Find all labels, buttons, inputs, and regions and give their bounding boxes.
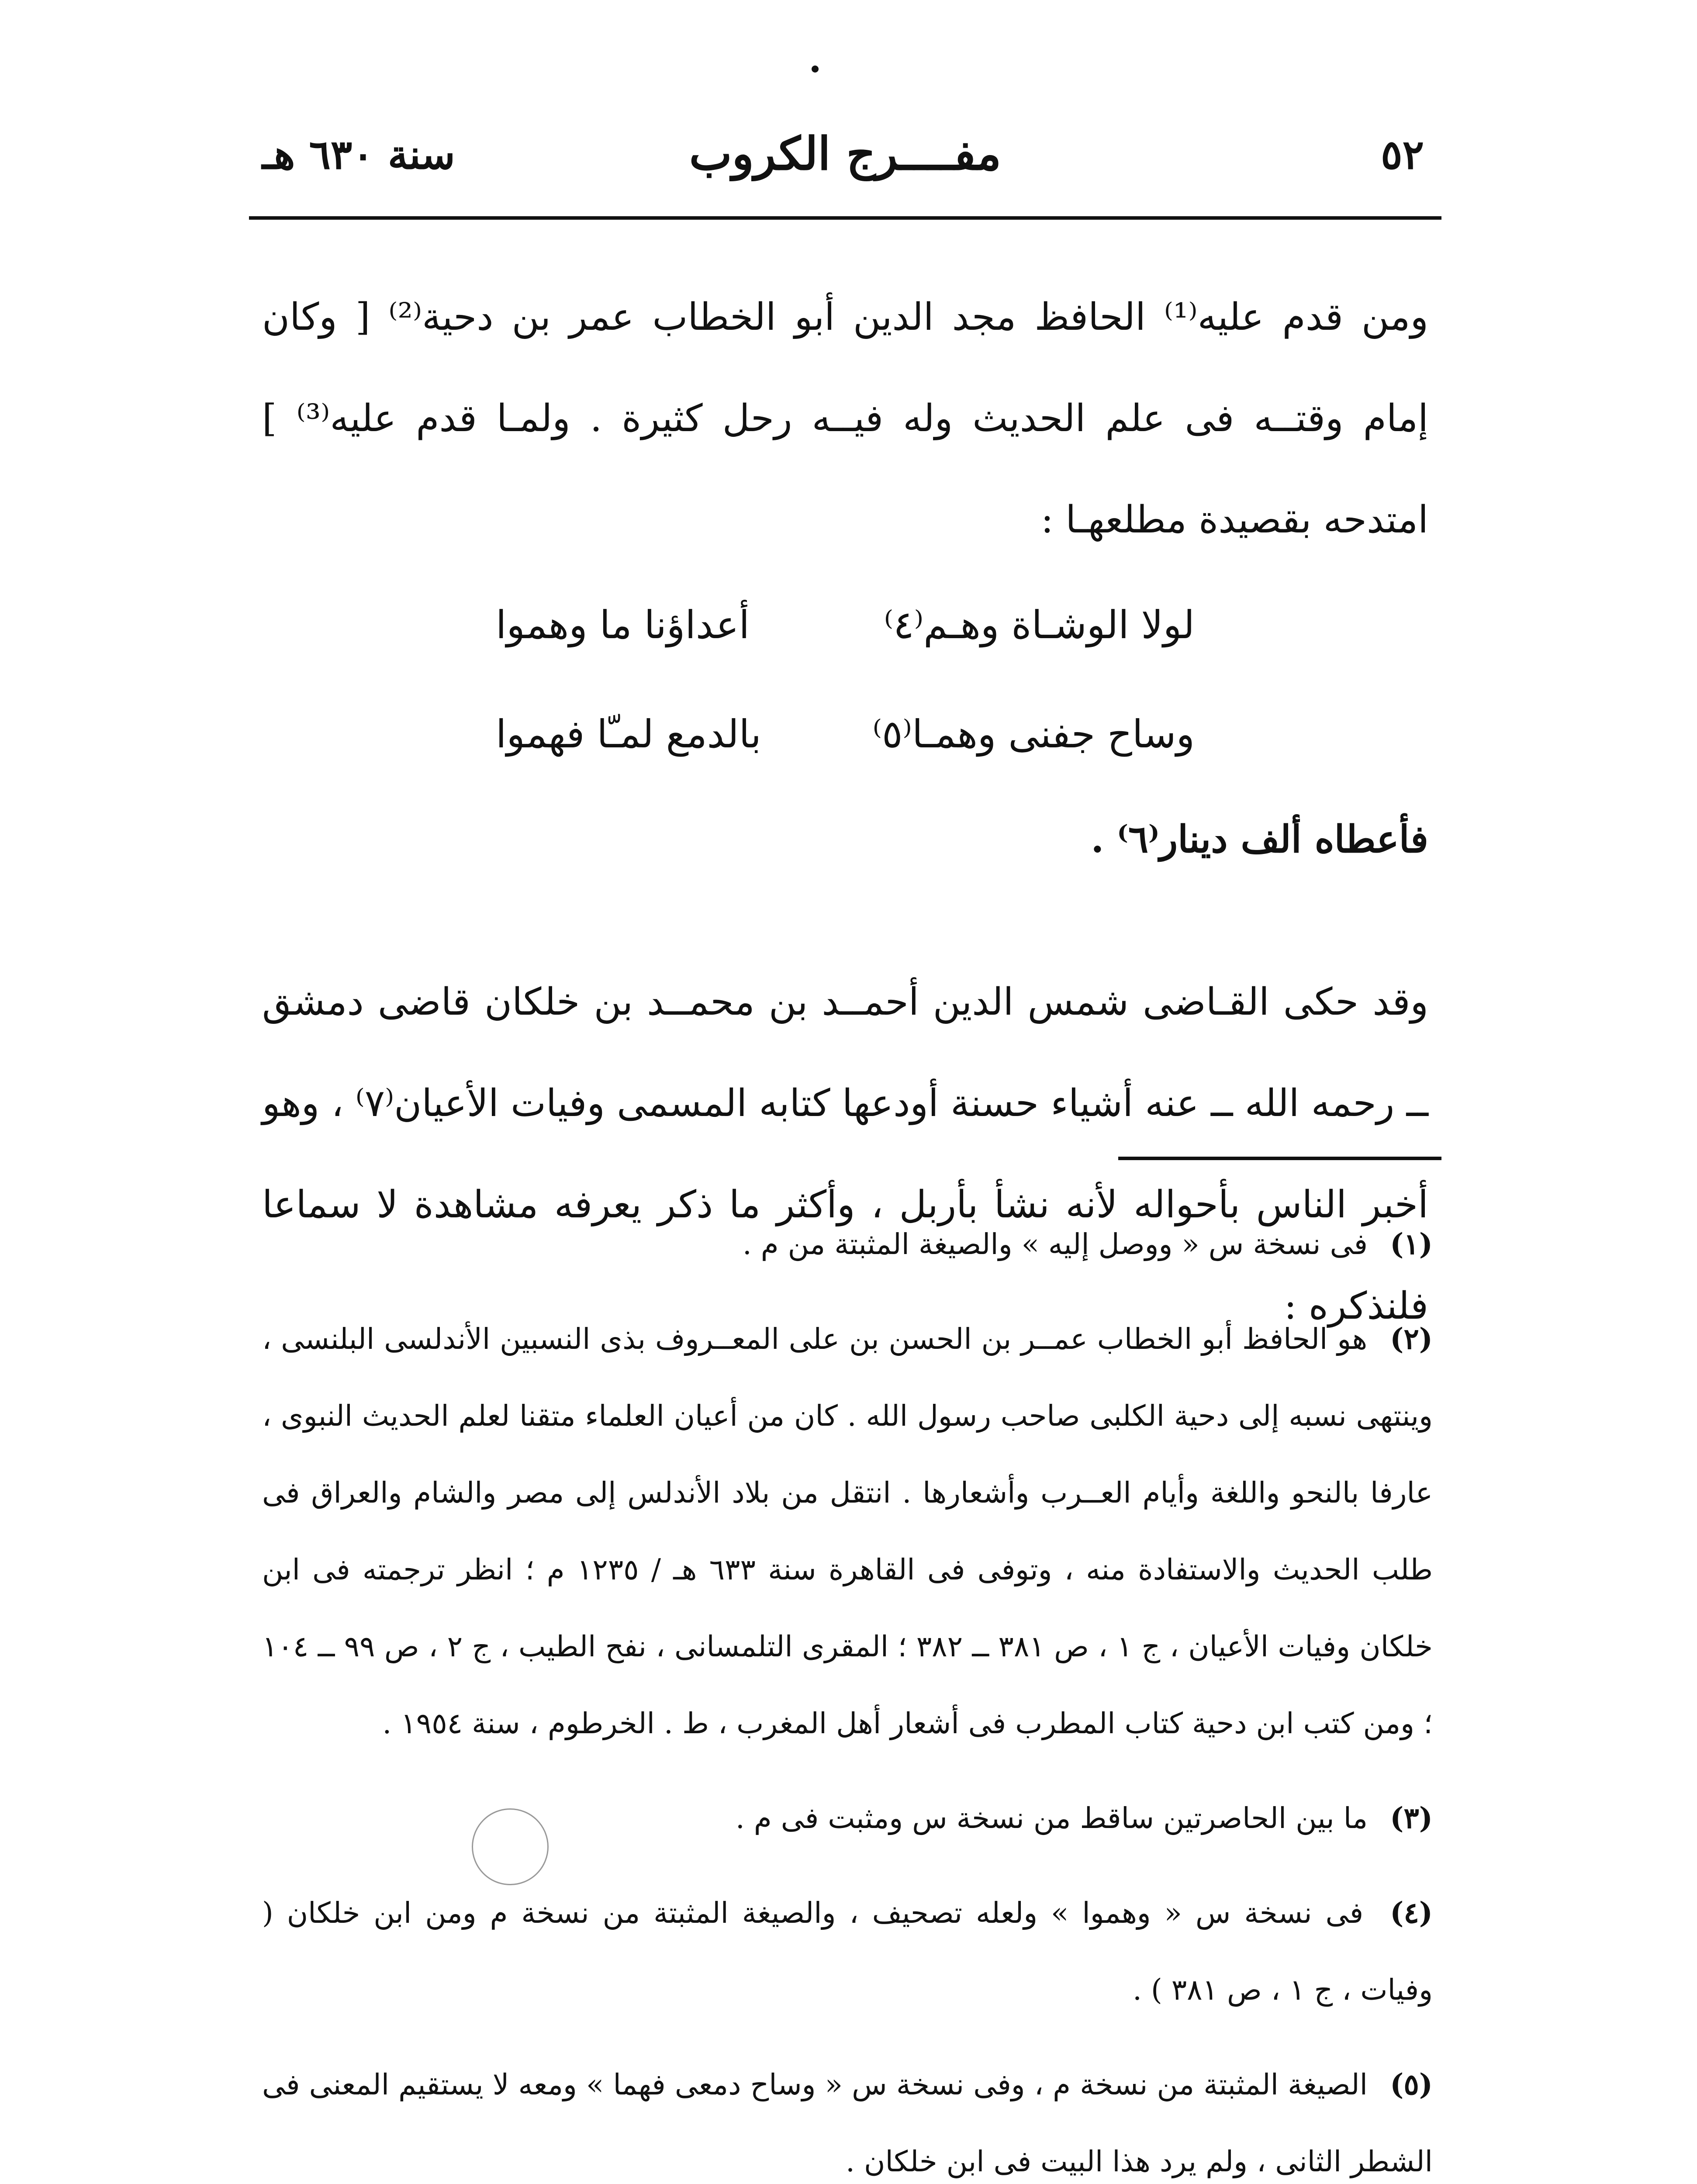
footnote-text: ما بين الحاصرتين ساقط من نسخة س ومثبت فى م . — [735, 1801, 1368, 1835]
footnote — [262, 1300, 1433, 1762]
footnote-text: فى نسخة س « وهموا » ولعله تصحيف ، والصيغة المثبتة من نسخة م ومن ابن خلكان ( وفيات ، ج ١ ، ص ٣٨١ ) . — [262, 1896, 1433, 2007]
running-header — [249, 109, 1441, 197]
poem — [496, 570, 1195, 789]
header-year: سنة ٦٣٠ هـ — [262, 131, 455, 178]
verse-line-1 — [496, 570, 1195, 680]
footnote-number: (٥) — [1390, 2067, 1433, 2101]
footnote-text: الصيغة المثبتة من نسخة م ، وفى نسخة س « وساح دمعى فهما » ومعه لا يستقيم المعنى فى الشطر الثانى ، ولم يرد هذا البيت فى ابن خلكان . — [262, 2068, 1433, 2178]
footnote-separator — [1118, 1157, 1441, 1160]
footnote-text: فى نسخة س « ووصل إليه » والصيغة المثبتة من م . — [742, 1227, 1368, 1261]
footnote — [262, 1206, 1433, 1283]
footnote-number: (٢) — [1390, 1322, 1433, 1356]
paragraph-2: وقد حكى القـاضى شمس الدين أحمــد بن محمــد بن خلكان قاضى دمشق ــ رحمه الله ــ عنه أشياء حسنة أودعها كتابه المسمى وفيات الأعيان⁽٧⁾ ، وهو أخبر الناس بأحواله لأنه نشأ بأربل ، وأكثر ما ذكر يعرفه مشاهدة لا سماعا فلنذكره : — [262, 980, 1428, 1328]
footnote — [262, 1874, 1433, 2028]
footnote-number: (٣) — [1390, 1801, 1433, 1835]
footnote-text: هو الحافظ أبو الخطاب عمــر بن الحسن بن على المعــروف بذى النسبين الأندلسى البلنسى ، وينتهى نسبه إلى دحية الكلبى صاحب رسول الله . كان من أعيان العلماء متقنا لعلم الحديث النبوى ، عارفا بالنحو واللغة وأيام العــرب وأشعارها . انتقل من بلاد الأندلس إلى مصر والشام والعراق فى طلب الحديث والاستفادة منه ، وتوفى فى القاهرة سنة ٦٣٣ هـ / ١٢٣٥ م ؛ انظر ترجمته فى ابن خلكان وفيات الأعيان ، ج ١ ، ص ٣٨١ ــ ٣٨٢ ؛ المقرى التلمسانى ، نفح الطيب ، ج ٢ ، ص ٩٩ ــ ١٠٤ ؛ ومن كتب ابن دحية كتاب المطرب فى أشعار أهل المغرب ، ط . الخرطوم ، سنة ١٩٥٤ . — [262, 1322, 1433, 1740]
footnote-number: (١) — [1390, 1227, 1433, 1261]
verse-1-first-hemistich: لولا الوشـاة وهـم⁽٤⁾ — [884, 602, 1195, 647]
reward-line: فأعطاه ألف دينار⁽٦⁾ . — [1091, 817, 1428, 861]
footnote — [262, 1780, 1433, 1857]
footnote-number: (٤) — [1390, 1896, 1433, 1930]
book-title: مفــــرج الكروب — [689, 127, 1002, 180]
verse-2-second-hemistich: بالدمع لمـّا فهموا — [496, 712, 761, 757]
footnotes — [262, 1206, 1433, 2184]
verse-2-first-hemistich: وساح جفنى وهمـا⁽٥⁾ — [872, 712, 1195, 757]
verse-1-second-hemistich: أعداؤنا ما وهموا — [496, 602, 750, 647]
page-number: ٥٢ — [1381, 131, 1424, 178]
paragraph-1: ومن قدم عليه⁽¹⁾ الحافظ مجد الدين أبو الخطاب عمر بن دحية⁽²⁾ [ وكان إمام وقتــه فى علم الحديث وله فيــه رحل كثيرة . ولمـا قدم عليه⁽³⁾ ] امتدحه بقصيدة مطلعهـا : — [262, 295, 1428, 542]
faint-stamp-circle — [472, 1808, 549, 1885]
verse-line-2 — [496, 680, 1195, 789]
header-rule — [249, 216, 1441, 220]
ink-dot — [812, 66, 819, 73]
footnote — [262, 2046, 1433, 2184]
main-text — [262, 266, 1428, 1357]
